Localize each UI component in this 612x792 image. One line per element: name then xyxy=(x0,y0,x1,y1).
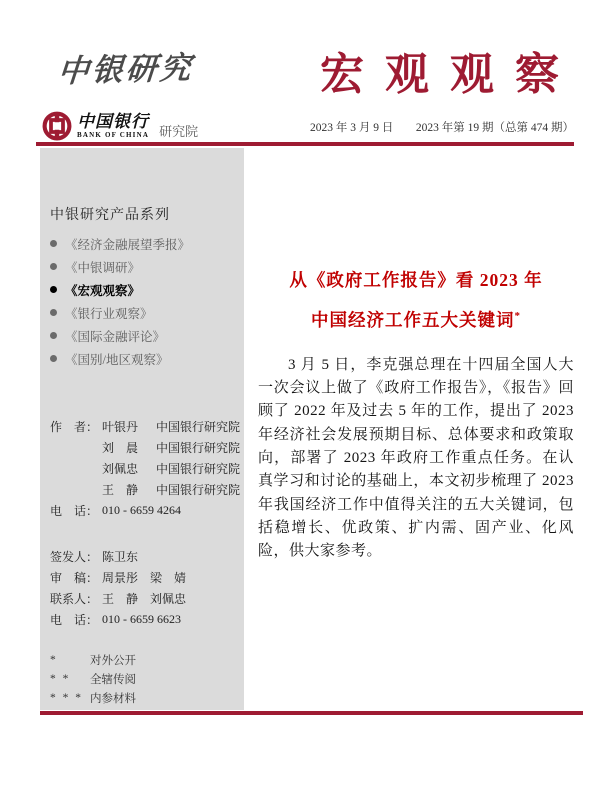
sidebar xyxy=(40,148,244,710)
article-title-line1: 从《政府工作报告》看 2023 年 xyxy=(289,270,543,290)
footnote-text: 内参材料 xyxy=(90,692,136,705)
bullet-icon xyxy=(50,263,57,270)
issuance-row xyxy=(50,567,186,588)
author-label: 作 者： xyxy=(50,420,99,434)
author-name: 叶银丹 xyxy=(102,420,139,434)
issuance-label: 联系人： xyxy=(50,592,99,606)
series-title: 中银研究产品系列 xyxy=(50,208,170,223)
series-item xyxy=(50,301,190,324)
bullet-icon xyxy=(50,332,57,339)
publication-date: 2023 年 3 月 9 日 xyxy=(310,122,394,134)
footnote-row xyxy=(50,650,136,669)
series-item-label: 《中银调研》 xyxy=(65,260,141,275)
issuance-value: 陈卫东 xyxy=(102,550,139,564)
issuance-value: 010 - 6659 6623 xyxy=(102,612,181,626)
issuance-row xyxy=(50,588,186,609)
footnote-text: 全辖传阅 xyxy=(90,673,136,686)
footer-rule xyxy=(40,711,583,715)
issuance-value: 周景彤 梁 婧 xyxy=(102,571,187,585)
author-org: 中国银行研究院 xyxy=(156,462,241,476)
series-item xyxy=(50,324,190,347)
bullet-icon xyxy=(50,240,57,247)
article-body: 3 月 5 日，李克强总理在十四届全国人大一次会议上做了《政府工作报告》，《报告》回顾了 2022 年及过去 5 年的工作，提出了 2023 年经济社会发展预期目标、总体要求和政策取向，部署了 2023 年政府工作重点任务。在认真学习和讨论的基础上，本文初步梳理了 2023 年我国经济工作中值得关注的五大关键词，包括稳增长、优政策、扩内需、固产业、化风险，供大家参考。 xyxy=(258,356,574,560)
phone-row xyxy=(50,500,240,521)
publication-masthead: 宏观观察 xyxy=(320,50,580,99)
brand-calligraphy: 中银研究 xyxy=(56,50,196,89)
title-footnote-marker: * xyxy=(514,310,521,322)
footnote-row xyxy=(50,669,136,688)
header-divider-rule xyxy=(36,142,574,146)
article-title-line2: 中国经济工作五大关键词* xyxy=(311,309,521,330)
issuance-row xyxy=(50,609,186,630)
footnotes-block xyxy=(50,650,136,707)
series-item xyxy=(50,232,190,255)
footnote-symbol: * * * xyxy=(50,691,83,704)
issuance-row xyxy=(50,546,186,567)
article-title xyxy=(258,262,574,338)
series-item-label: 《宏观观察》 xyxy=(65,283,141,298)
bullet-icon xyxy=(50,309,57,316)
bullet-icon xyxy=(50,355,57,362)
series-item xyxy=(50,255,190,278)
authors-block xyxy=(50,416,240,521)
series-item-label: 《国别/地区观察》 xyxy=(65,352,169,367)
series-item-current xyxy=(50,278,190,301)
footnote-text: 对外公开 xyxy=(90,654,136,667)
footnote-row xyxy=(50,688,136,707)
article xyxy=(258,262,574,564)
issuance-label: 电 话： xyxy=(50,613,99,627)
issue-number: 2023 年第 19 期（总第 474 期） xyxy=(415,122,574,134)
bank-name-en: BANK OF CHINA xyxy=(77,131,150,139)
bank-name xyxy=(77,113,149,139)
author-org: 中国银行研究院 xyxy=(156,441,241,455)
author-row xyxy=(50,416,240,437)
series-list xyxy=(50,232,190,370)
author-name: 刘 晨 xyxy=(102,441,139,455)
author-row xyxy=(50,437,240,458)
author-row xyxy=(50,479,240,500)
author-name: 王 静 xyxy=(102,483,139,497)
bank-of-china-logo-icon xyxy=(42,111,72,141)
issuance-value: 王 静 刘佩忠 xyxy=(102,592,187,606)
phone-number: 010 - 6659 4264 xyxy=(102,503,181,517)
bank-name-cn: 中国银行 xyxy=(77,112,150,131)
series-item-label: 《国际金融评论》 xyxy=(65,329,166,344)
series-item-label: 《经济金融展望季报》 xyxy=(65,237,191,252)
footnote-symbol: * xyxy=(50,653,58,666)
author-org: 中国银行研究院 xyxy=(156,483,241,497)
issuance-label: 审 稿： xyxy=(50,571,99,585)
issuance-label: 签发人： xyxy=(50,550,99,564)
author-org: 中国银行研究院 xyxy=(156,420,241,434)
author-name: 刘佩忠 xyxy=(102,462,139,476)
institute-label: 研究院 xyxy=(159,124,199,139)
bullet-icon xyxy=(50,286,57,293)
issue-row xyxy=(310,119,574,135)
bank-logo-row xyxy=(42,110,198,142)
series-item xyxy=(50,347,190,370)
author-row xyxy=(50,458,240,479)
phone-label: 电 话： xyxy=(50,504,99,518)
series-item-label: 《银行业观察》 xyxy=(65,306,153,321)
footnote-symbol: * * xyxy=(50,672,71,685)
issuance-block xyxy=(50,546,186,630)
